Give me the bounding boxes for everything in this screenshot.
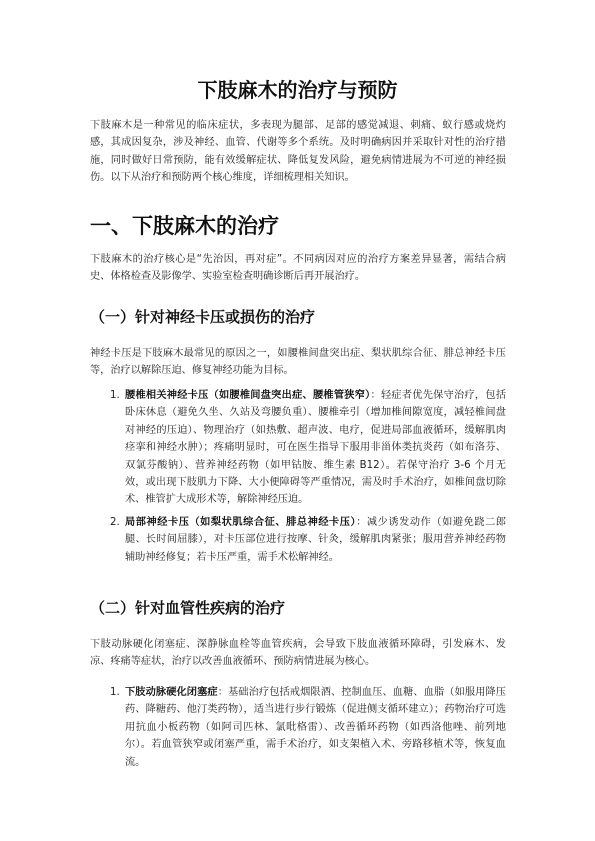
list-item-term: 局部神经卡压（如梨状肌综合征、腓总神经卡压） (125, 517, 357, 528)
list-item-term: 腰椎相关神经卡压（如腰椎间盘突出症、腰椎管狭窄） (125, 390, 371, 401)
subsection-heading-vascular: （二）针对血管性疾病的治疗 (90, 599, 286, 617)
list-item-body (125, 684, 506, 771)
vascular-intro-paragraph: 下肢动脉硬化闭塞症、深静脉血栓等血管疾病，会导致下肢血液循环障碍，引发麻木、发凉、疼痛等症状，治疗以改善血液循环、预防病情进展为核心。 (90, 639, 506, 668)
intro-paragraph: 下肢麻木是一种常见的临床症状，多表现为腿部、足部的感觉减退、刺痛、蚁行感或烧灼感，其成因复杂，涉及神经、血管、代谢等多个系统。及时明确病因并采取针对性的治疗措施，同时做好日常预防，能有效缓解症状、降低复发风险，避免病情进展为不可逆的神经损伤。以下从治疗和预防两个核心维度，详细梳理相关知识。 (90, 120, 506, 184)
list-item-text: ：基础治疗包括戒烟限酒、控制血压、血糖、血脂（如服用降压药、降糖药、他汀类药物），适当进行步行锻炼（促进侧支循环建立）；药物治疗可选用抗血小板药物（如阿司匹林、氯吡格雷）、改善循环药物（如西洛他唑、前列地尔）。若血管狭窄或闭塞严重，需手术治疗，如支架植入术、旁路移植术等，恢复血流。 (125, 687, 506, 768)
list-number: 1. (110, 687, 120, 698)
list-item (110, 684, 506, 771)
subsection-heading-nerve: （一）针对神经卡压或损伤的治疗 (90, 308, 316, 326)
list-item-text: ：轻症者优先保守治疗，包括卧床休息（避免久坐、久站及弯腰负重）、腰椎牵引（增加椎间隙宽度，减轻椎间盘对神经的压迫）、物理治疗（如热敷、超声波、电疗，促进局部血液循环，缓解肌肉痉挛和神经水肿）；疼痛明显时，可在医生指导下服用非甾体类抗炎药（如布洛芬、双氯芬酸钠）、营养神经药物（如甲钴胺、维生素 B12）。若保守治疗 3-6 个月无效，或出现下肢肌力下降、大小便障碍等严重情况，需及时手术治疗，如椎间盘切除术、椎管扩大成形术等，解除神经压迫。 (125, 390, 507, 506)
list-item-body (125, 387, 506, 509)
treatment-intro-paragraph: 下肢麻木的治疗核心是“先治因，再对症”。不同病因对应的治疗方案差异显著，需结合病史、体格检查及影像学、实验室检查明确诊断后再开展治疗。 (90, 254, 506, 283)
list-item (110, 514, 506, 566)
list-item-body (125, 514, 506, 566)
list-item (110, 387, 506, 509)
document-title: 下肢麻木的治疗与预防 (197, 78, 398, 102)
list-number: 1. (110, 390, 120, 401)
list-item-term: 下肢动脉硬化闭塞症 (125, 687, 218, 698)
list-item-text: ：减少诱发动作（如避免跷二郎腿、长时间屈膝），对卡压部位进行按摩、针灸，缓解肌肉紧张；服用营养神经药物辅助神经修复；若卡压严重，需手术松解神经。 (125, 517, 506, 563)
list-number: 2. (110, 517, 120, 528)
section-heading-treatment: 一、下肢麻木的治疗 (90, 214, 279, 238)
nerve-intro-paragraph: 神经卡压是下肢麻木最常见的原因之一，如腰椎间盘突出症、梨状肌综合征、腓总神经卡压等，治疗以解除压迫、修复神经功能为目标。 (90, 348, 506, 377)
